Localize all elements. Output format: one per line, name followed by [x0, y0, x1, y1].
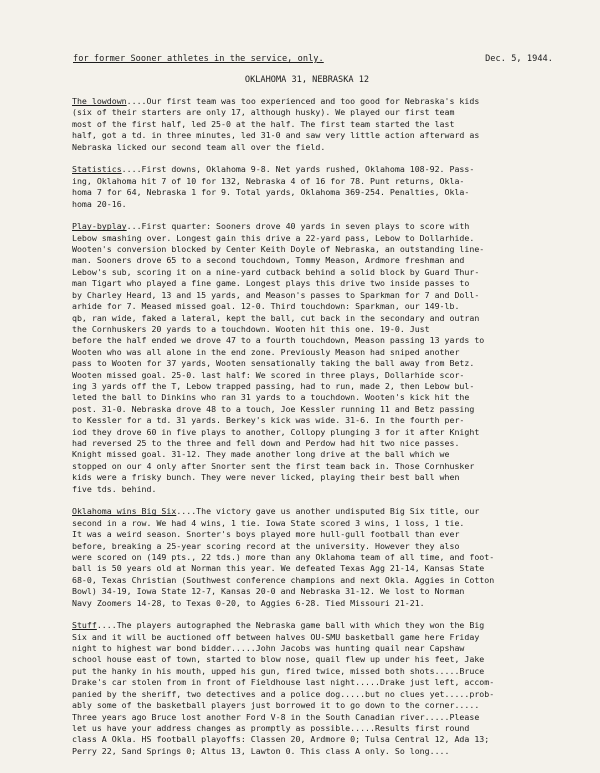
- text-line: ball is 50 years old at Norman this year. We defeated Texas Agg 21-14, Kansas State: [72, 563, 485, 574]
- text-line: ...First quarter: Sooners drove 40 yards in seven plays to score with: [126, 221, 470, 232]
- text-line: school house east of town, started to blow nose, quail flew up under his feet, Jake: [72, 654, 485, 665]
- text-line: iod they drove 60 in five plays to another, Collopy plunging 3 for it after Knight: [72, 426, 480, 437]
- section-heading: Stuff: [72, 620, 97, 631]
- text-line: Three years ago Bruce lost another Ford V-8 in the South Canadian river.....Please: [72, 711, 480, 722]
- text-line: before, breaking a 25-year scoring record at the university. However they also: [72, 540, 460, 551]
- text-line: (six of their starters are only 17, although husky). We played our first team: [72, 107, 455, 118]
- text-line: Six and it will be auctioned off between halves OU-SMU basketball game here Friday: [72, 631, 480, 642]
- text-line: Bowl) 34-19, Iowa State 12-7, Kansas 20-0 and Nebraska 31-12. We lost to Norman: [72, 586, 465, 597]
- text-line: ....First downs, Oklahoma 9-8. Net yards rushed, Oklahoma 108-92. Pass-: [121, 164, 475, 175]
- text-line: pass to Wooten for 37 yards, Wooten sensationally taking the ball away from Betz.: [72, 358, 475, 369]
- text-line: put the hanky in his mouth, upped his gun, fired twice, missed both shots.....Bruce: [72, 665, 485, 676]
- text-line: ....Our first team was too experienced and too good for Nebraska's kids: [126, 96, 480, 106]
- text-line: ing 3 yards off the T, Lebow trapped passing, had to run, made 2, then Lebow bul-: [72, 380, 475, 391]
- text-line: leted the ball to Dinkins who ran 31 yards to a touchdown. Wooten's kick hit the: [72, 392, 470, 403]
- text-line: were scored on (149 pts., 22 tds.) more than any Oklahoma team of all time, and foot-: [72, 551, 495, 562]
- text-line: man. Sooners drove 65 to a second touchdown, Tommy Meason, Ardmore freshman and: [72, 255, 465, 266]
- text-line: Perry 22, Sand Springs 0; Altus 13, Lawton 0. This class A only. So long....: [72, 745, 450, 756]
- header-note: for former Sooner athletes in the service, only.: [73, 54, 324, 64]
- text-line: qb, ran wide, faked a lateral, kept the ball, cut back in the secondary and outran: [72, 312, 480, 323]
- paragraph-lowdown: [72, 96, 572, 153]
- text-line: Lebow's sub, scoring it on a nine-yard cutback behind a solid block by Guard Thur-: [72, 266, 480, 277]
- text-line: ....The victory gave us another undisputed Big Six title, our: [176, 506, 480, 517]
- text-line: night to highest war bond bidder.....John Jacobs was hunting quail near Capshaw: [72, 643, 465, 654]
- text-line: homa 20-16.: [72, 198, 127, 209]
- document-title: OKLAHOMA 31, NEBRASKA 12: [244, 75, 370, 85]
- text-line: Knight missed goal. 31-12. They made another long drive at the ball which we: [72, 449, 450, 460]
- text-line: before the half ended we drove 47 to a fourth touchdown, Meason passing 13 yards to: [72, 335, 485, 346]
- text-line: stopped on our 4 only after Snorter sent the first team back in. Those Cornhusker: [72, 460, 475, 471]
- header-date: Dec. 5, 1944.: [485, 54, 553, 64]
- text-line: five tds. behind.: [72, 483, 157, 494]
- text-line: most of the first half, led 25-0 at the half. The first team started the last: [72, 118, 455, 129]
- text-line: Wooten missed goal. 25-0. last half: We scored in three plays, Dollarhide scor-: [72, 369, 465, 380]
- paragraph-stuff: [72, 620, 572, 757]
- text-line: homa 7 for 64, Nebraska 1 for 9. Total yards, Oklahoma 369-254. Penalties, Okla-: [72, 187, 470, 198]
- text-line: Wooten's conversion blocked by Center Keith Doyle of Nebraska, an outstanding line-: [72, 244, 485, 255]
- text-line: Wooten who was all alone in the end zone. Previously Meason had sniped another: [72, 346, 460, 357]
- text-line: 68-0, Texas Christian (Southwest conference champions and next Okla. Aggies in Cotton: [72, 574, 495, 585]
- document-body: [72, 96, 572, 768]
- paragraph-big-six: [72, 506, 572, 609]
- section-heading: Statistics: [72, 164, 122, 175]
- text-line: ....The players autographed the Nebraska game ball with which they won the Big: [96, 620, 485, 631]
- text-line: class A Okla. HS football playoffs: Classen 20, Ardmore 0; Tulsa Central 12, Ada 13;: [72, 734, 490, 745]
- text-line: post. 31-0. Nebraska drove 48 to a touch, Joe Kessler running 11 and Betz passing: [72, 403, 475, 414]
- text-line: by Charley Heard, 13 and 15 yards, and Meason's passes to Sparkman for 7 and Doll-: [72, 289, 480, 300]
- text-line: Lebow smashing over. Longest gain this drive a 22-yard pass, Lebow to Dollarhide.: [72, 232, 475, 243]
- text-line: ably some of the basketball players just borrowed it to go down to the corner.....: [72, 700, 480, 711]
- section-heading: The lowdown: [72, 96, 127, 106]
- paragraph-statistics: [72, 164, 572, 210]
- text-line: Nebraska licked our second team all over the field.: [72, 141, 326, 152]
- text-line: It was a weird season. Snorter's boys played more hull-gull football than ever: [72, 529, 460, 540]
- header: [73, 54, 553, 64]
- text-line: half, got a td. in three minutes, led 31-0 and saw very little action afterward as: [72, 130, 480, 141]
- text-line: let us have your address changes as promptly as possible.....Results first round: [72, 722, 470, 733]
- text-line: ing, Oklahoma hit 7 of 10 for 132, Nebraska 4 of 16 for 78. Punt returns, Okla-: [72, 175, 465, 186]
- text-line: kids were a frisky bunch. They were never licked, playing their best ball when: [72, 472, 460, 483]
- text-line: man Tigart who played a fine game. Longest plays this drive two inside passes to: [72, 278, 470, 289]
- section-heading: Play-byplay: [72, 221, 127, 232]
- text-line: panied by the sheriff, two detectives and a police dog.....but no clues yet.....prob-: [72, 688, 495, 699]
- text-line: Drake's car stolen from in front of Fieldhouse last night.....Drake just left, accom-: [72, 677, 495, 688]
- text-line: to Kessler for a td. 31 yards. Berkey's kick was wide. 31-6. In the fourth per-: [72, 415, 465, 426]
- text-line: arhide for 7. Meased missed goal. 12-0. Third touchdown: Sparkman, our 149-lb.: [72, 301, 460, 312]
- text-line: had reversed 25 to the three and fell down and Perdow had hit two nice passes.: [72, 437, 460, 448]
- section-heading: Oklahoma wins Big Six: [72, 506, 177, 517]
- paragraph-play-by-play: [72, 221, 572, 495]
- text-line: the Cornhuskers 20 yards to a touchdown. Wooten hit this one. 19-0. Just: [72, 323, 430, 334]
- text-line: second in a row. We had 4 wins, 1 tie. Iowa State scored 3 wins, 1 loss, 1 tie.: [72, 517, 465, 528]
- text-line: Navy Zoomers 14-28, to Texas 0-20, to Aggies 6-28. Tied Missouri 21-21.: [72, 597, 425, 608]
